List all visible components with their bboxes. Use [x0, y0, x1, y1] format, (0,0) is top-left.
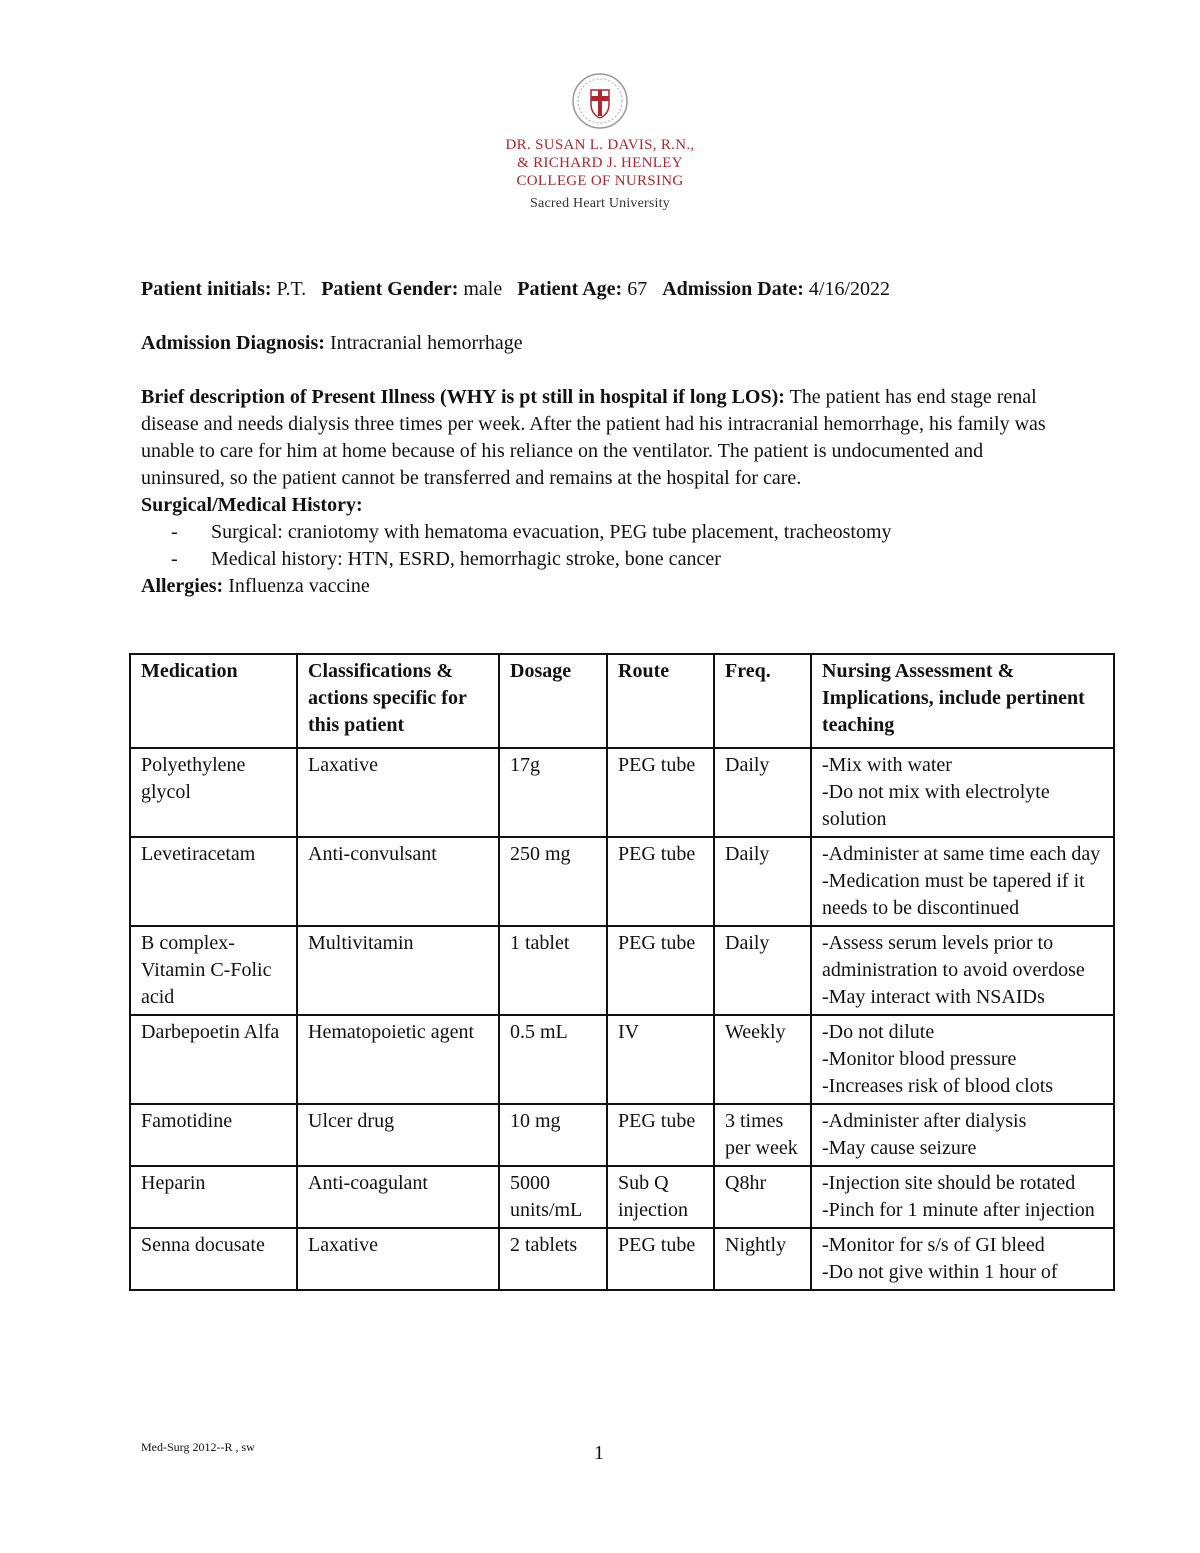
illness-text: The patient has end stage renal disease and needs dialysis three times per week. After the patient had his intracranial hemorrhage, his family was unable to care for him at home because of his reliance on the ventilator. The patient is undocumented and uninsured, so the patient cannot be transferred and remains at the hospital for care. — [141, 386, 1046, 489]
nursing-note: -Pinch for 1 minute after injection — [822, 1199, 1095, 1221]
nursing-note: -Mix with water — [822, 754, 952, 776]
nursing-note: -Monitor for s/s of GI bleed — [822, 1234, 1045, 1256]
nursing-note: -May interact with NSAIDs — [822, 986, 1045, 1008]
nursing-note: -Assess serum levels prior to administration to avoid overdose — [822, 932, 1085, 981]
medication-cell: Senna docusate — [130, 1228, 297, 1290]
classification-cell: Anti-convulsant — [297, 837, 499, 926]
medication-cell: Levetiracetam — [130, 837, 297, 926]
classification-cell: Laxative — [297, 748, 499, 837]
table-row — [130, 1228, 1114, 1290]
dosage-cell: 1 tablet — [499, 926, 607, 1015]
logo-line-3: COLLEGE OF NURSING — [516, 173, 684, 189]
nursing-note: -May cause seizure — [822, 1137, 977, 1159]
page-number: 1 — [594, 1442, 604, 1464]
nursing-note: -Increases risk of blood clots — [822, 1075, 1054, 1097]
classification-cell: Laxative — [297, 1228, 499, 1290]
classification-cell: Hematopoietic agent — [297, 1015, 499, 1104]
freq-cell: Daily — [714, 926, 811, 1015]
freq-cell: 3 times per week — [714, 1104, 811, 1166]
header-route: Route — [607, 654, 714, 748]
initials-value: P.T. — [276, 278, 307, 300]
patient-header-line — [141, 276, 1071, 303]
nursing-notes-cell — [811, 748, 1114, 837]
medication-cell: Famotidine — [130, 1104, 297, 1166]
classification-cell: Ulcer drug — [297, 1104, 499, 1166]
allergies-value: Influenza vaccine — [228, 575, 370, 597]
college-logo — [500, 72, 700, 212]
header-freq: Freq. — [714, 654, 811, 748]
medication-cell: B complex-Vitamin C-Folic acid — [130, 926, 297, 1015]
initials-label: Patient initials: — [141, 278, 272, 300]
nursing-notes-cell — [811, 926, 1114, 1015]
dosage-cell: 10 mg — [499, 1104, 607, 1166]
nursing-note: -Administer at same time each day — [822, 843, 1101, 865]
dosage-cell: 2 tablets — [499, 1228, 607, 1290]
route-cell: IV — [607, 1015, 714, 1104]
dosage-cell: 17g — [499, 748, 607, 837]
table-header-row — [130, 654, 1114, 748]
nursing-notes-cell — [811, 1015, 1114, 1104]
route-cell: Sub Q injection — [607, 1166, 714, 1228]
freq-cell: Weekly — [714, 1015, 811, 1104]
diagnosis-label: Admission Diagnosis: — [141, 332, 325, 354]
age-label: Patient Age: — [517, 278, 623, 300]
illness-label: Brief description of Present Illness (WHY is pt still in hospital if long LOS): — [141, 386, 785, 408]
logo-line-1: DR. SUSAN L. DAVIS, R.N., — [505, 137, 695, 153]
diagnosis-value: Intracranial hemorrhage — [329, 332, 523, 354]
age-value: 67 — [627, 278, 648, 300]
logo-university: Sacred Heart University — [530, 196, 670, 211]
header-classification: Classifications & actions specific for this patient — [297, 654, 499, 748]
route-cell: PEG tube — [607, 1104, 714, 1166]
nursing-note: -Injection site should be rotated — [822, 1172, 1076, 1194]
medication-rows — [130, 748, 1114, 1290]
nursing-note: -Do not mix with electrolyte solution — [822, 781, 1050, 830]
medication-cell: Heparin — [130, 1166, 297, 1228]
gender-label: Patient Gender: — [321, 278, 459, 300]
nursing-notes-cell — [811, 1166, 1114, 1228]
present-illness — [141, 384, 1071, 492]
history-heading — [141, 492, 1071, 519]
header-medication: Medication — [130, 654, 297, 748]
history-list — [141, 519, 1071, 573]
table-row — [130, 837, 1114, 926]
gender-value: male — [463, 278, 503, 300]
nursing-note: -Do not give within 1 hour of — [822, 1261, 1058, 1283]
header-dosage: Dosage — [499, 654, 607, 748]
list-item: - Surgical: craniotomy with hematoma evacuation, PEG tube placement, tracheostomy — [171, 519, 1071, 546]
college-seal-icon — [571, 72, 629, 130]
route-cell: PEG tube — [607, 748, 714, 837]
table-row — [130, 926, 1114, 1015]
nursing-note: -Monitor blood pressure — [822, 1048, 1017, 1070]
allergies-label: Allergies: — [141, 575, 224, 597]
freq-cell: Daily — [714, 837, 811, 926]
route-cell: PEG tube — [607, 926, 714, 1015]
nursing-notes-cell — [811, 1228, 1114, 1290]
nursing-notes-cell — [811, 1104, 1114, 1166]
freq-cell: Q8hr — [714, 1166, 811, 1228]
dosage-cell: 5000 units/mL — [499, 1166, 607, 1228]
table-row — [130, 1166, 1114, 1228]
table-row — [130, 748, 1114, 837]
route-cell: PEG tube — [607, 1228, 714, 1290]
table-row — [130, 1015, 1114, 1104]
nursing-note: -Administer after dialysis — [822, 1110, 1027, 1132]
classification-cell: Anti-coagulant — [297, 1166, 499, 1228]
header-nursing-assessment: Nursing Assessment & Implications, include pertinent teaching — [811, 654, 1114, 748]
route-cell: PEG tube — [607, 837, 714, 926]
list-item: - Medical history: HTN, ESRD, hemorrhagic stroke, bone cancer — [171, 546, 1071, 573]
medication-table — [129, 653, 1115, 1291]
freq-cell: Daily — [714, 748, 811, 837]
history-label: Surgical/Medical History: — [141, 494, 363, 516]
footer-course: Med-Surg 2012--R , sw — [141, 1440, 255, 1454]
medication-cell: Polyethylene glycol — [130, 748, 297, 837]
table-row — [130, 1104, 1114, 1166]
freq-cell: Nightly — [714, 1228, 811, 1290]
patient-info — [141, 276, 1071, 600]
nursing-note: -Do not dilute — [822, 1021, 935, 1043]
nursing-notes-cell — [811, 837, 1114, 926]
nursing-note: -Medication must be tapered if it needs to be discontinued — [822, 870, 1085, 919]
classification-cell: Multivitamin — [297, 926, 499, 1015]
admission-date-label: Admission Date: — [662, 278, 804, 300]
allergies-line — [141, 573, 1071, 600]
admission-date-value: 4/16/2022 — [808, 278, 891, 300]
logo-line-2: & RICHARD J. HENLEY — [517, 155, 683, 171]
diagnosis-line — [141, 330, 1071, 357]
medication-cell: Darbepoetin Alfa — [130, 1015, 297, 1104]
dosage-cell: 250 mg — [499, 837, 607, 926]
dosage-cell: 0.5 mL — [499, 1015, 607, 1104]
